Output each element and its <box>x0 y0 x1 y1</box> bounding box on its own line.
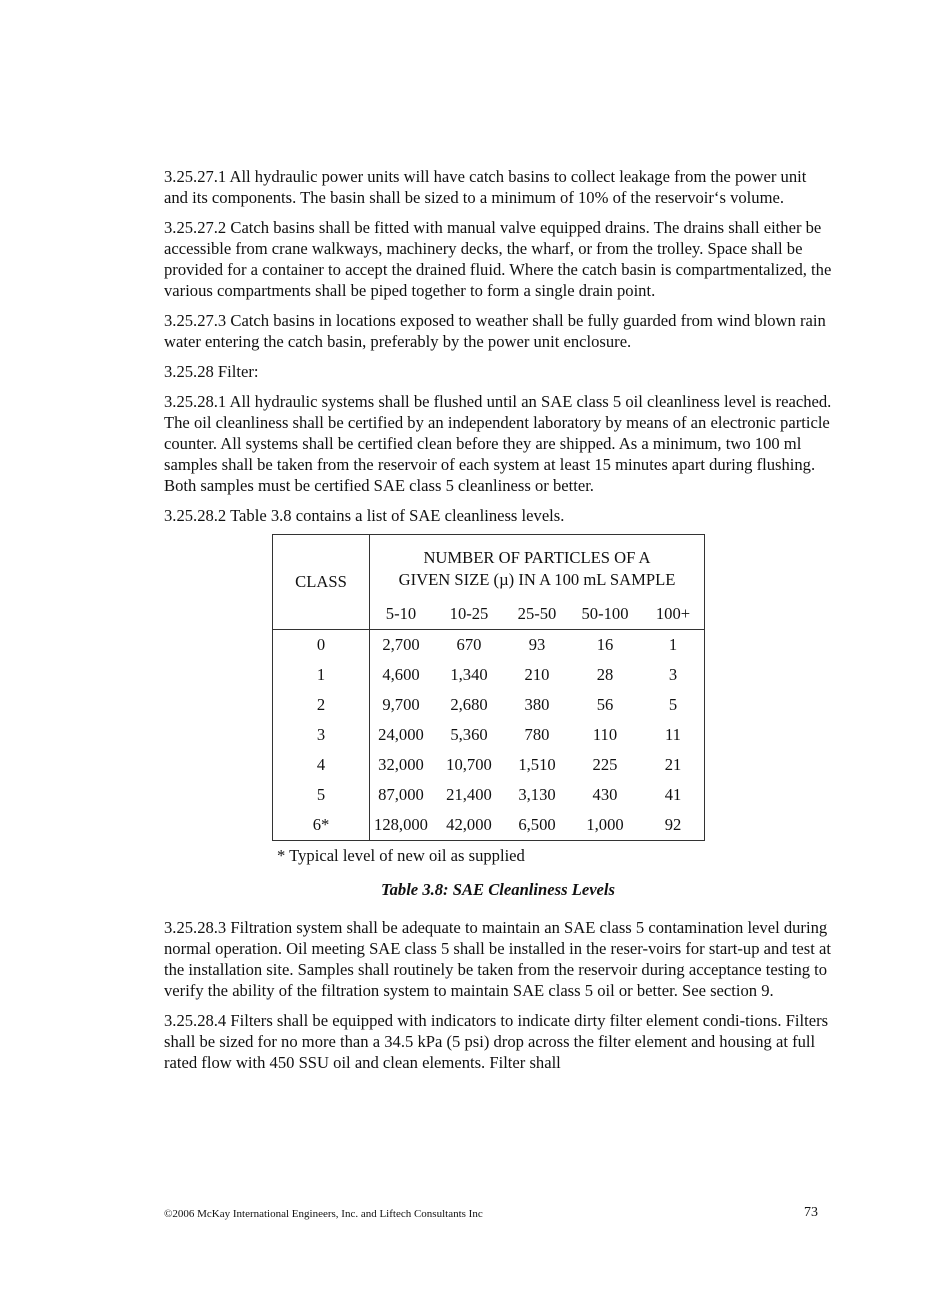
table-footnote: * Typical level of new oil as supplied <box>277 846 525 865</box>
paragraph-3-25-28-4: 3.25.28.4 Filters shall be equipped with indicators to indicate dirty filter element condi-tions. Filters shall be sized for no more than a 34.5 kPa (5 psi) drop across the filter element and housing at full rated flow with 450 SSU oil and clean elements. Filter shall <box>164 1011 829 1072</box>
value-cell: 3 <box>642 660 705 690</box>
value-cell: 6,500 <box>506 810 568 841</box>
value-cell: 110 <box>592 725 618 744</box>
value-cell: 11 <box>642 720 705 750</box>
value-cell: 4,600 <box>382 665 420 684</box>
heading-3-25-28-filter: 3.25.28 Filter: <box>164 362 259 381</box>
value-cell: 21 <box>642 750 705 780</box>
value-cell: 2,700 <box>370 630 433 661</box>
value-cell: 1,340 <box>450 665 488 684</box>
value-cell: 1 <box>642 630 705 661</box>
value-cell: 56 <box>596 695 614 714</box>
class-cell: 2 <box>273 690 370 720</box>
value-cell: 380 <box>524 695 550 714</box>
paragraph-3-25-28-3: 3.25.28.3 Filtration system shall be adequate to maintain an SAE class 5 contamination level during normal operation. Oil meeting SAE class 5 shall be installed in the reser-voirs for start-up and test at the installation site. Samples shall routinely be taken from the reservoir during acceptance testing to verify the ability of the filtration system to maintain SAE class 5 oil or better. See section 9. <box>164 918 831 1000</box>
particles-header <box>370 535 705 600</box>
page-footer <box>164 1206 818 1222</box>
class-cell: 1 <box>273 660 370 690</box>
size-header: 25-50 <box>517 604 557 623</box>
value-cell: 93 <box>506 630 568 661</box>
value-cell: 1,510 <box>518 755 556 774</box>
copyright-notice: ©2006 McKay International Engineers, Inc. and Liftech Consultants Inc <box>164 1208 483 1220</box>
table-row <box>273 630 705 661</box>
value-cell: 28 <box>596 665 614 684</box>
value-cell: 128,000 <box>370 810 433 841</box>
table-row <box>273 750 705 780</box>
table-row <box>273 720 705 750</box>
value-cell: 41 <box>642 780 705 810</box>
value-cell: 1,000 <box>568 810 642 841</box>
size-header: 50-100 <box>581 604 629 623</box>
paragraph-3-25-28-1: 3.25.28.1 All hydraulic systems shall be flushed until an SAE class 5 oil cleanliness level is reached. The oil cleanliness shall be certified by an independent laboratory by means of an electronic particle counter. All systems shall be certified clean before they are shipped. As a minimum, two 100 ml samples shall be taken from the reservoir of each system at least 15 minutes apart during flushing. Both samples must be certified SAE class 5 cleanliness or better. <box>164 392 832 495</box>
value-cell: 3,130 <box>518 785 556 804</box>
value-cell: 24,000 <box>378 725 424 744</box>
size-header: 10-25 <box>449 604 489 623</box>
value-cell: 2,680 <box>450 695 488 714</box>
value-cell: 87,000 <box>378 785 424 804</box>
class-column-header: CLASS <box>273 535 370 630</box>
value-cell: 670 <box>432 630 506 661</box>
class-cell: 5 <box>273 780 370 810</box>
page-body <box>164 166 832 1082</box>
value-cell: 5 <box>642 690 705 720</box>
value-cell: 10,700 <box>446 755 492 774</box>
value-cell: 210 <box>524 665 550 684</box>
table-caption: Table 3.8: SAE Cleanliness Levels <box>380 880 615 899</box>
value-cell: 32,000 <box>378 755 424 774</box>
table-row <box>273 690 705 720</box>
table-row <box>273 660 705 690</box>
table-row <box>273 780 705 810</box>
page-number: 73 <box>804 1205 818 1220</box>
class-cell: 3 <box>273 720 370 750</box>
value-cell: 16 <box>568 630 642 661</box>
paragraph-3-25-27-3: 3.25.27.3 Catch basins in locations exposed to weather shall be fully guarded from wind blown rain water entering the catch basin, preferably by the power unit enclosure. <box>164 311 826 351</box>
value-cell: 42,000 <box>432 810 506 841</box>
value-cell: 225 <box>592 755 618 774</box>
table-row <box>273 810 705 841</box>
class-cell: 6* <box>273 810 370 841</box>
value-cell: 9,700 <box>382 695 420 714</box>
value-cell: 780 <box>524 725 550 744</box>
paragraph-3-25-28-2: 3.25.28.2 Table 3.8 contains a list of SAE cleanliness levels. <box>164 506 565 525</box>
paragraph-3-25-27-2: 3.25.27.2 Catch basins shall be fitted with manual valve equipped drains. The drains shall either be accessible from crane walkways, machinery decks, the wharf, or from the trolley. Space shall be provided for a container to accept the drained fluid. Where the catch basin is compartmentalized, the various compartments shall be piped together to form a single drain point. <box>164 218 832 300</box>
particles-header-line-1: NUMBER OF PARTICLES OF A <box>423 548 651 567</box>
size-header: 5-10 <box>385 604 417 623</box>
value-cell: 5,360 <box>450 725 488 744</box>
value-cell: 92 <box>642 810 705 841</box>
value-cell: 21,400 <box>446 785 492 804</box>
class-cell: 0 <box>273 630 370 661</box>
value-cell: 430 <box>592 785 618 804</box>
sae-cleanliness-table <box>272 534 705 841</box>
class-cell: 4 <box>273 750 370 780</box>
size-header: 100+ <box>642 599 705 630</box>
paragraph-3-25-27-1: 3.25.27.1 All hydraulic power units will have catch basins to collect leakage from the power unit and its components. The basin shall be sized to a minimum of 10% of the reservoir‘s volume. <box>164 167 807 207</box>
particles-header-line-2: GIVEN SIZE (µ) IN A 100 mL SAMPLE <box>398 570 676 589</box>
